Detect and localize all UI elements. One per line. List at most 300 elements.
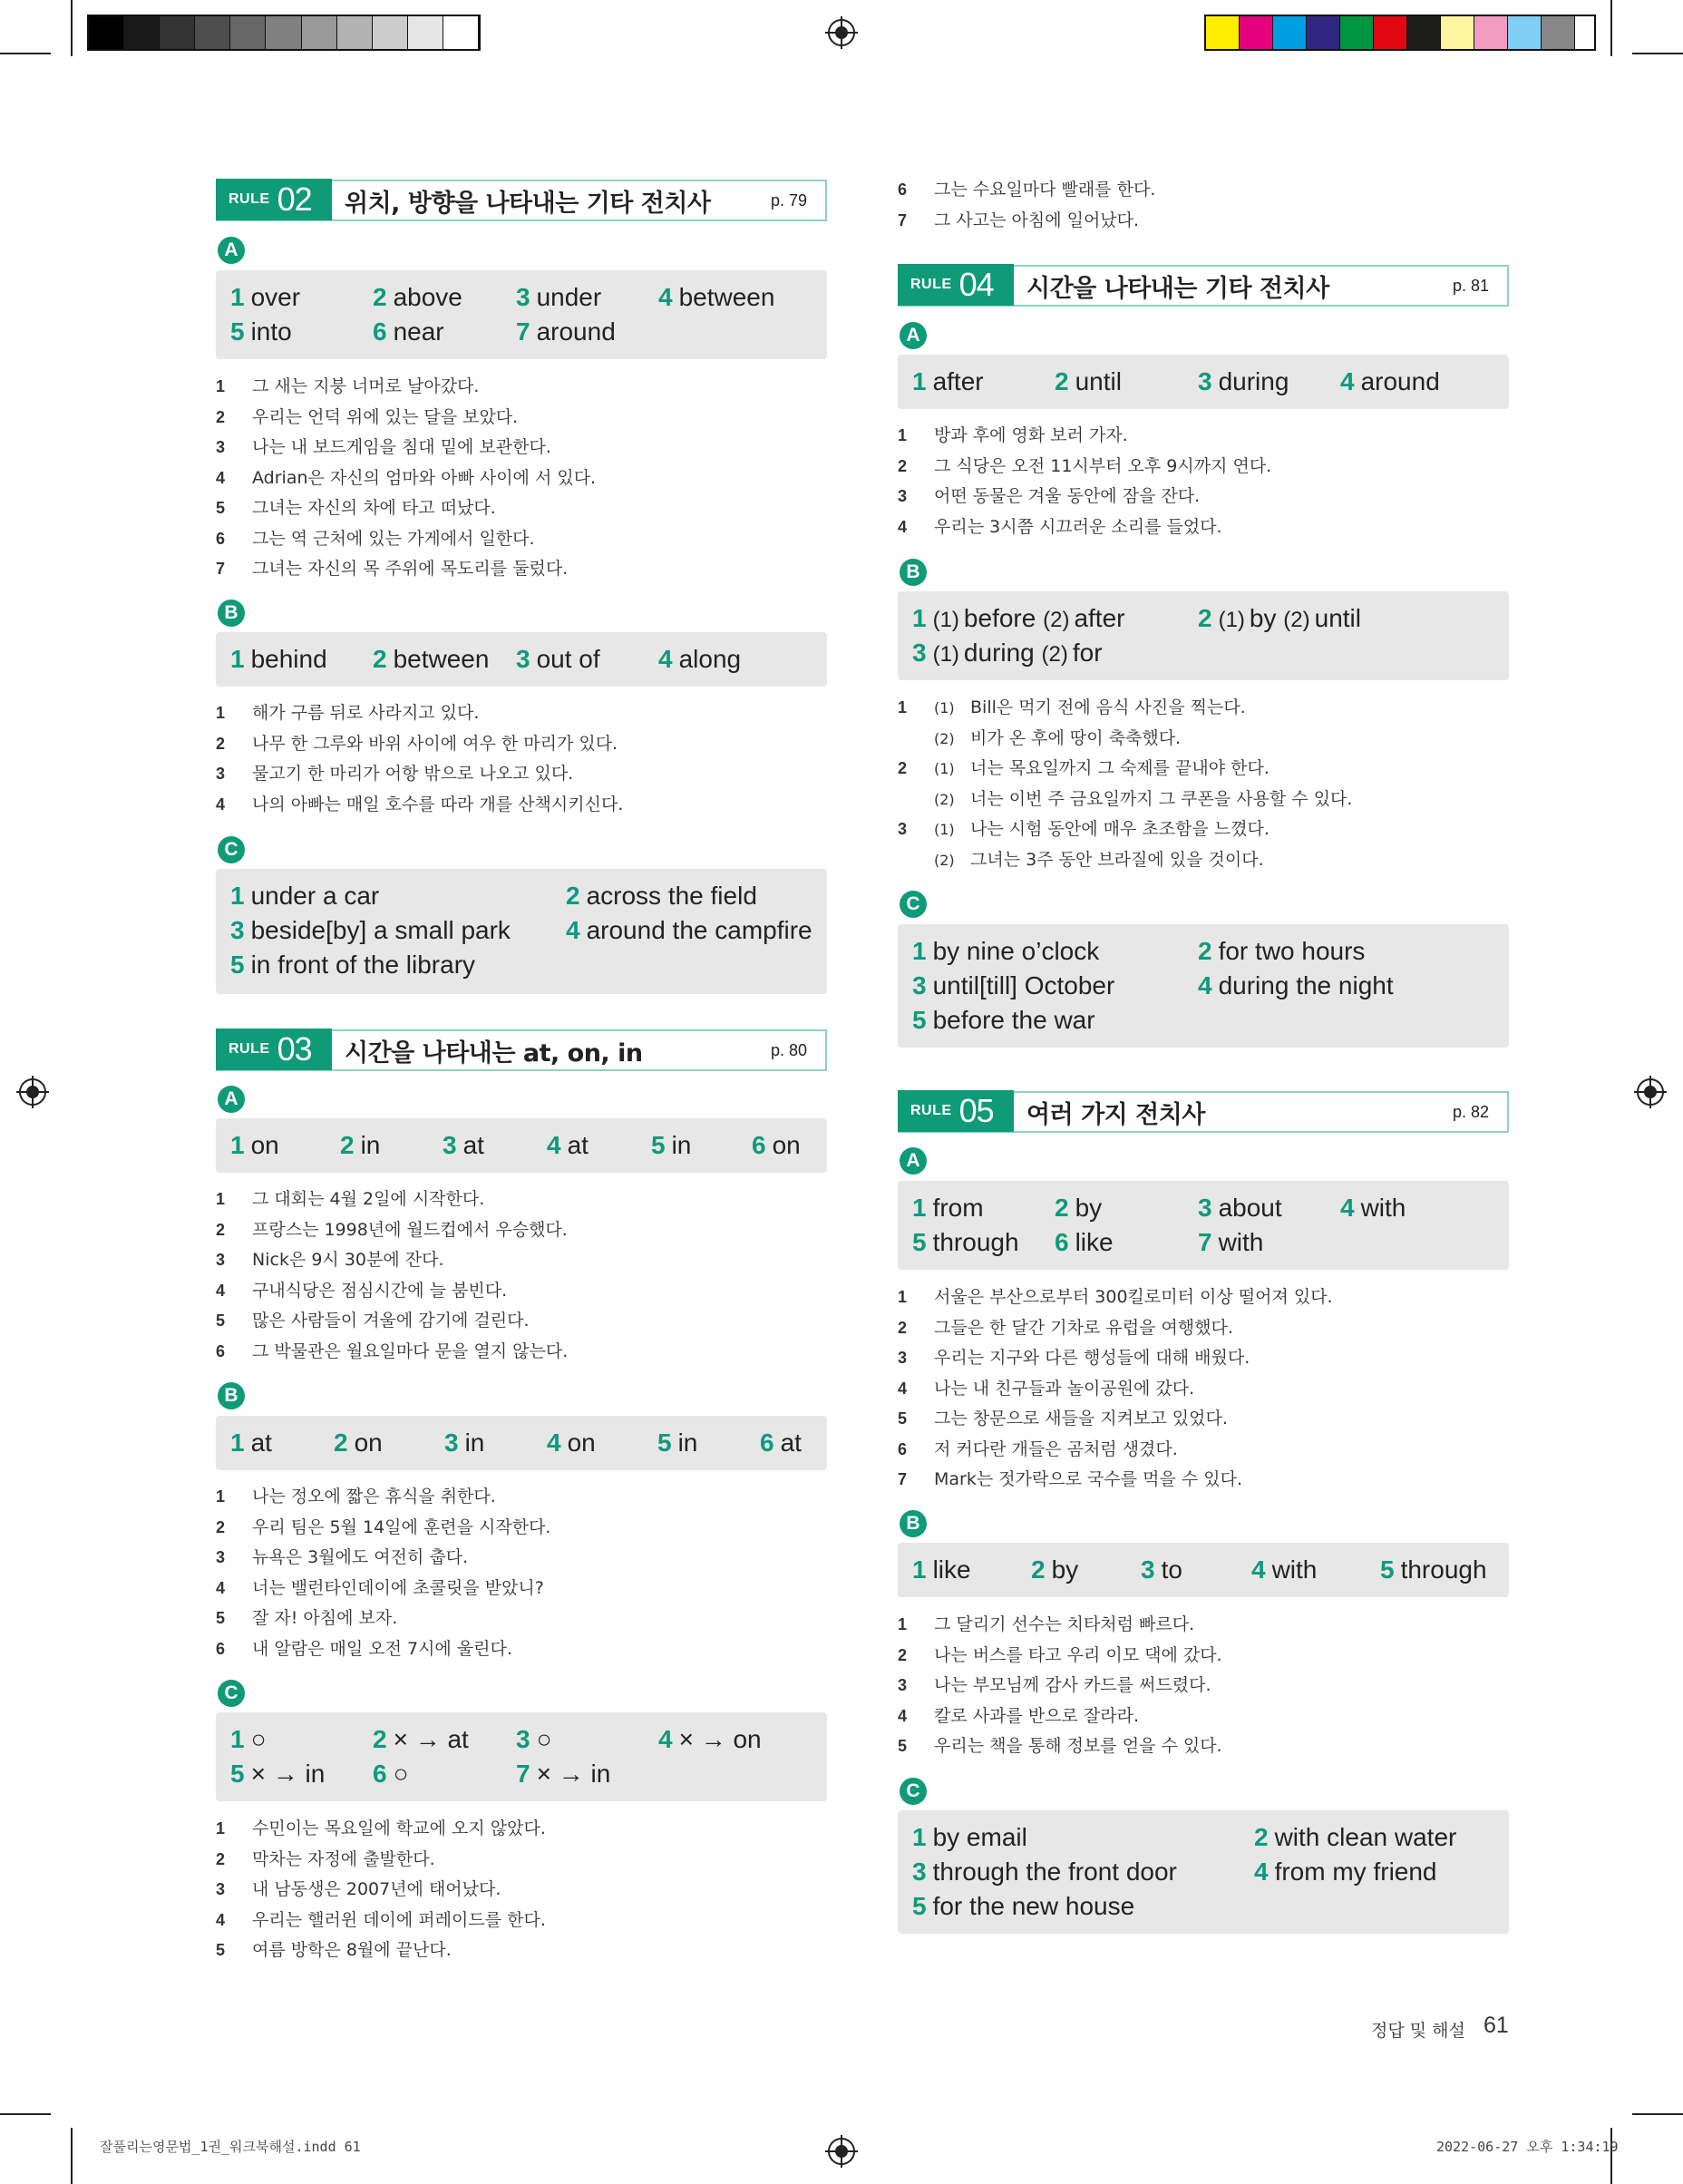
translation-list (898, 693, 1509, 875)
translation-item (898, 1610, 1509, 1641)
translation-text: 방과 후에 영화 보러 가자. (934, 425, 1128, 445)
rule-title: 위치, 방향을 나타내는 기타 전치사 (345, 189, 711, 218)
section-badge-c: C (218, 1680, 245, 1707)
rule-title: 여러 가지 전치사 (1026, 1100, 1205, 1129)
translation-text: 너는 밸런타인데이에 초콜릿을 받았니? (252, 1577, 544, 1598)
translation-text: 우리는 3시쯤 시끄러운 소리를 들었다. (934, 516, 1222, 537)
translation-text: 나는 시험 동안에 매우 초조함을 느꼈다. (970, 819, 1270, 839)
answer-item: 5 into (230, 317, 292, 346)
translation-subnumber: (1) (934, 821, 955, 838)
translation-text: 서울은 부산으로부터 300킬로미터 이상 떨어져 있다. (934, 1287, 1333, 1307)
answer-item: 5 through (912, 1228, 1019, 1256)
translation-item (216, 1215, 827, 1246)
translation-list (216, 698, 827, 820)
translation-number: 3 (216, 1548, 226, 1566)
answer-item: 3 about (1198, 1194, 1282, 1222)
answer-box (216, 1118, 827, 1173)
translation-number: 4 (898, 1706, 908, 1725)
section-badge-c: C (900, 891, 927, 918)
translation-text: 우리 팀은 5월 14일에 훈련을 시작한다. (252, 1516, 551, 1537)
translation-number: 2 (898, 456, 908, 475)
translation-item (216, 1482, 827, 1513)
translation-number: 6 (898, 180, 908, 199)
translation-item (216, 554, 827, 585)
color-swatch (302, 16, 337, 49)
translation-number: 2 (898, 759, 908, 777)
answer-box (898, 1543, 1509, 1597)
answer-row (912, 365, 1494, 399)
answer-box (898, 1810, 1509, 1934)
answer-item: 7 around (516, 317, 616, 346)
color-swatch (1508, 16, 1542, 49)
answer-box (216, 270, 827, 359)
translation-item (898, 206, 1509, 237)
print-slug-date: 2022-06-27 오후 1:34:19 (1436, 2139, 1619, 2155)
answer-item: 4 with (1251, 1555, 1318, 1584)
translation-item (898, 1641, 1509, 1672)
translation-number: 2 (216, 1517, 226, 1536)
translation-number: 4 (216, 1910, 226, 1929)
rule-tag: RULE 05 (898, 1090, 1014, 1132)
translation-text: 나는 버스를 타고 우리 이모 댁에 갔다. (934, 1644, 1222, 1665)
translation-text: Adrian은 자신의 엄마와 아빠 사이에 서 있다. (252, 467, 597, 488)
translation-text: 우리는 언덕 위에 있는 달을 보았다. (252, 406, 519, 427)
translation-text: 나는 정오에 짧은 휴식을 취한다. (252, 1487, 496, 1506)
translation-item (898, 1435, 1509, 1466)
answer-box (898, 1181, 1509, 1270)
translation-number: 4 (216, 795, 226, 814)
answer-row (912, 1225, 1494, 1260)
answer-item: 1 from (912, 1194, 984, 1222)
translation-item (216, 1814, 827, 1845)
color-swatch (1441, 16, 1474, 49)
translation-number: 2 (216, 734, 226, 753)
translation-text: 그 식당은 오전 11시부터 오후 9시까지 연다. (934, 455, 1272, 476)
translation-item (216, 1634, 827, 1665)
answer-item: 3 under (516, 283, 602, 311)
translation-item (898, 754, 1509, 785)
translation-item (898, 1374, 1509, 1405)
translation-number: 5 (216, 499, 226, 517)
rule-04-header (898, 265, 1509, 307)
translation-item (216, 1185, 827, 1215)
translation-item (216, 729, 827, 760)
translation-text: 나의 아빠는 매일 호수를 따라 개를 산책시키신다. (252, 794, 624, 814)
translation-text: 그 달리기 선수는 치타처럼 빠르다. (934, 1614, 1195, 1634)
translation-number: 6 (216, 1639, 226, 1658)
translation-number: 4 (216, 468, 226, 487)
translation-number: 3 (216, 765, 226, 783)
answer-item: 6 like (1055, 1228, 1114, 1256)
answer-row (912, 1889, 1494, 1924)
answer-item: 1 behind (230, 645, 327, 673)
answer-item: 1 (1) before (2) after (912, 604, 1125, 632)
translation-list (216, 1185, 827, 1367)
answer-item: 3 at (443, 1131, 484, 1159)
translation-number: 1 (216, 704, 226, 722)
translation-list (898, 175, 1509, 236)
translation-subnumber: (1) (934, 699, 955, 717)
translation-list (216, 372, 827, 585)
translation-text: 비가 온 후에 땅이 축축했다. (970, 727, 1182, 748)
answer-item: 4 around the campfire (566, 916, 812, 944)
color-swatch (337, 16, 373, 49)
translation-number: 4 (898, 517, 908, 536)
translation-text: 그는 역 근처에 있는 가게에서 일한다. (252, 528, 535, 549)
translation-item (216, 790, 827, 821)
translation-text: 그 대회는 4월 2일에 시작한다. (252, 1189, 485, 1209)
translation-list (216, 1814, 827, 1966)
color-swatch (373, 16, 408, 49)
translation-text: 내 남동생은 2007년에 태어났다. (252, 1879, 501, 1899)
translation-text: 내 알람은 매일 오전 7시에 울린다. (252, 1638, 512, 1659)
answer-item: 6 near (373, 317, 444, 346)
translation-text: 그는 창문으로 새들을 지켜보고 있었다. (934, 1409, 1228, 1428)
translation-item (898, 175, 1509, 206)
rule-title: 시간을 나타내는 기타 전치사 (1026, 274, 1329, 303)
answer-item: 2 until (1055, 367, 1122, 395)
translation-item (216, 1245, 827, 1276)
translation-text: 나는 내 친구들과 놀이공원에 갔다. (934, 1378, 1195, 1399)
registration-mark-icon (825, 2135, 858, 2168)
translation-number: 5 (898, 1737, 908, 1755)
translation-number: 3 (898, 820, 908, 838)
answer-item: 1 under a car (230, 882, 380, 910)
answer-item: 5 before the war (912, 1006, 1095, 1034)
registration-mark-icon (16, 1076, 49, 1108)
translation-subnumber: (2) (934, 729, 955, 747)
page-number: 61 (1484, 2013, 1509, 2038)
answer-row (230, 642, 812, 677)
translation-text: 뉴욕은 3월에도 여전히 춥다. (252, 1547, 469, 1567)
color-swatch (124, 16, 160, 49)
translation-number: 6 (216, 529, 226, 548)
translation-text: 그녀는 자신의 차에 타고 떠났다. (252, 498, 496, 518)
translation-number: 6 (898, 1439, 908, 1458)
answer-item: 4 × → on (658, 1725, 762, 1753)
translation-item (216, 1845, 827, 1876)
rule-page-ref: p. 79 (770, 190, 807, 210)
translation-item (216, 1513, 827, 1544)
translation-text: 많은 사람들이 겨울에 감기에 걸린다. (252, 1311, 530, 1331)
answer-item: 1 by nine o’clock (912, 937, 1100, 965)
translation-text: 너는 목요일까지 그 숙제를 끝내야 한다. (970, 758, 1270, 778)
translation-text: 그는 수요일마다 빨래를 한다. (934, 180, 1156, 200)
translation-item (898, 814, 1509, 845)
color-calibration-bar (1204, 15, 1596, 51)
translation-item (898, 693, 1509, 724)
answer-row (230, 1426, 812, 1460)
translation-number: 1 (216, 377, 226, 395)
footer-section-label: 정답 및 해설 (1371, 2021, 1465, 2041)
answer-row (230, 948, 812, 982)
section-badge-b: B (218, 600, 245, 627)
color-swatch (1407, 16, 1441, 49)
answer-item: 2 (1) by (2) until (1198, 604, 1361, 632)
translation-item (216, 1306, 827, 1337)
translation-subnumber: (1) (934, 760, 955, 777)
answer-row (912, 1191, 1494, 1225)
answer-item: 7 × → in (516, 1760, 611, 1788)
translation-item (216, 403, 827, 434)
translation-number: 2 (898, 1645, 908, 1664)
answer-row (912, 636, 1494, 670)
translation-number: 3 (898, 1349, 908, 1367)
translation-number: 2 (216, 1220, 226, 1239)
rule-03-header (216, 1029, 827, 1071)
answer-item: 1 ○ (230, 1725, 267, 1753)
translation-number: 5 (898, 1409, 908, 1428)
section-badge-b: B (900, 559, 927, 586)
answer-item: 4 at (547, 1131, 589, 1159)
section-badge-a: A (900, 1147, 927, 1175)
answer-item: 4 around (1340, 367, 1440, 395)
answer-item: 3 until[till] October (912, 971, 1115, 999)
rule-tag: RULE 02 (216, 179, 332, 220)
section-badge-a: A (900, 322, 927, 349)
answer-item: 6 on (752, 1131, 801, 1159)
answer-item: 4 with (1340, 1194, 1406, 1222)
translation-text: 저 커다란 개들은 곰처럼 생겼다. (934, 1438, 1178, 1459)
translation-text: 그 사고는 아침에 일어났다. (934, 210, 1140, 230)
translation-item (216, 493, 827, 524)
translation-subnumber: (2) (934, 851, 955, 869)
translation-text: 막차는 자정에 출발한다. (252, 1848, 435, 1869)
translation-text: 어떤 동물은 겨울 동안에 잠을 잔다. (934, 486, 1201, 506)
translation-number: 5 (216, 1609, 226, 1627)
translation-subnumber: (2) (934, 790, 955, 808)
rule-title: 시간을 나타내는 at, on, in (345, 1038, 643, 1068)
answer-box (216, 869, 827, 994)
answer-item: 1 after (912, 367, 984, 395)
translation-number: 6 (216, 1341, 226, 1360)
translation-item (898, 1701, 1509, 1732)
answer-item: 5 in (657, 1428, 698, 1457)
answer-item: 6 ○ (373, 1760, 409, 1788)
color-swatch (1206, 16, 1240, 49)
translation-number: 5 (216, 1941, 226, 1959)
answer-item: 4 on (547, 1428, 596, 1457)
crop-mark (0, 53, 51, 54)
translation-number: 3 (898, 1676, 908, 1694)
translation-item (216, 1935, 827, 1966)
translation-item (216, 372, 827, 403)
color-swatch (195, 16, 230, 49)
answer-item: 3 beside[by] a small park (230, 916, 511, 944)
translation-item (216, 524, 827, 555)
section-badge-a: A (218, 1086, 245, 1113)
rule-tag: RULE 04 (898, 264, 1014, 306)
crop-mark (1610, 0, 1612, 56)
answer-item: 2 in (340, 1131, 381, 1159)
translation-number: 7 (898, 1470, 908, 1488)
translation-number: 7 (898, 210, 908, 229)
answer-box (216, 1712, 827, 1801)
color-swatch (1474, 16, 1508, 49)
translation-text: 그 박물관은 월요일마다 문을 열지 않는다. (252, 1341, 569, 1361)
answer-item: 2 with clean water (1254, 1823, 1457, 1851)
rule-tag: RULE 03 (216, 1029, 332, 1070)
answer-row (912, 969, 1494, 1003)
answer-row (230, 280, 812, 315)
color-swatch (1273, 16, 1307, 49)
translation-number: 1 (216, 1487, 226, 1506)
translation-number: 3 (216, 1251, 226, 1269)
section-badge-c: C (900, 1778, 927, 1805)
answer-item: 3 out of (516, 645, 600, 673)
translation-text: 프랑스는 1998년에 월드컵에서 우승했다. (252, 1219, 568, 1240)
translation-item (216, 698, 827, 729)
answer-box (898, 591, 1509, 680)
translation-number: 3 (216, 438, 226, 456)
answer-item: 4 along (658, 645, 742, 673)
translation-list (898, 1610, 1509, 1762)
answer-item: 7 with (1198, 1228, 1264, 1256)
answer-item: 1 at (230, 1428, 272, 1457)
translation-item (216, 1337, 827, 1368)
translation-item (216, 463, 827, 494)
translation-number: 2 (216, 407, 226, 426)
translation-text: 그 새는 지붕 너머로 날아갔다. (252, 376, 480, 396)
answer-box (898, 355, 1509, 409)
answer-row (230, 913, 812, 948)
translation-item (898, 724, 1509, 755)
answer-row (230, 315, 812, 349)
rule-02-header (216, 180, 827, 221)
translation-text: 잘 자! 아침에 보자. (252, 1608, 398, 1628)
translation-text: 구내식당은 점심시간에 늘 붐빈다. (252, 1280, 508, 1301)
translation-item (898, 482, 1509, 512)
translation-item (216, 1906, 827, 1936)
answer-row (230, 1722, 812, 1757)
translation-text: 그녀는 자신의 목 주위에 목도리를 둘렀다. (252, 559, 569, 579)
translation-number: 1 (898, 1615, 908, 1633)
translation-number: 4 (898, 1379, 908, 1398)
translation-item (216, 1276, 827, 1307)
print-slug-filename: 잘풀리는영문법_1권_워크북해설.indd 61 (100, 2139, 361, 2155)
translation-item (898, 512, 1509, 543)
translation-item (216, 759, 827, 790)
translation-number: 1 (898, 698, 908, 717)
translation-item (216, 1875, 827, 1906)
translation-item (216, 1574, 827, 1604)
translation-text: 우리는 핼러윈 데이에 퍼레이드를 한다. (252, 1909, 546, 1930)
answer-item: 3 ○ (516, 1725, 552, 1753)
translation-item (898, 845, 1509, 876)
translation-item (898, 1465, 1509, 1496)
color-swatch (443, 16, 479, 49)
color-swatch (1542, 16, 1575, 49)
answer-box (216, 1416, 827, 1470)
translation-number: 1 (216, 1190, 226, 1208)
translation-list (216, 1482, 827, 1664)
answer-row (912, 1003, 1494, 1038)
answer-item: 5 through (1380, 1555, 1487, 1584)
registration-mark-icon (1634, 1076, 1667, 1108)
rule-page-ref: p. 80 (770, 1040, 807, 1059)
translation-item (898, 785, 1509, 815)
answer-item: 4 during the night (1198, 971, 1394, 999)
answer-row (230, 879, 812, 913)
answer-item: 1 on (230, 1131, 279, 1159)
translation-number: 5 (216, 1311, 226, 1330)
translation-text: 나무 한 그루와 바위 사이에 여우 한 마리가 있다. (252, 733, 618, 754)
translation-item (898, 1343, 1509, 1374)
translation-text: 해가 구름 뒤로 사라지고 있다. (252, 703, 480, 723)
answer-item: 2 by (1031, 1555, 1079, 1584)
rule-page-ref: p. 81 (1452, 276, 1489, 295)
translation-list (898, 421, 1509, 542)
answer-item: 5 for the new house (912, 1892, 1135, 1920)
answer-row (912, 601, 1494, 636)
translation-number: 2 (216, 1849, 226, 1868)
translation-text: 너는 이번 주 금요일까지 그 쿠폰을 사용할 수 있다. (970, 788, 1353, 809)
crop-mark (1632, 53, 1683, 54)
section-badge-b: B (900, 1510, 927, 1537)
answer-item: 2 by (1055, 1194, 1103, 1222)
translation-item (898, 1313, 1509, 1344)
translation-number: 4 (216, 1281, 226, 1300)
answer-item: 1 over (230, 283, 301, 311)
translation-item (216, 1543, 827, 1574)
translation-text: Bill은 먹기 전에 음식 사진을 찍는다. (970, 697, 1246, 717)
answer-item: 3 (1) during (2) for (912, 639, 1103, 667)
translation-item (898, 1404, 1509, 1435)
crop-mark (0, 2113, 51, 2115)
color-swatch (1307, 16, 1340, 49)
answer-item: 3 during (1198, 367, 1289, 395)
answer-item: 4 from my friend (1254, 1857, 1437, 1886)
translation-item (898, 1731, 1509, 1762)
translation-item (216, 433, 827, 463)
answer-row (230, 1128, 812, 1163)
translation-text: Nick은 9시 30분에 잔다. (252, 1250, 444, 1270)
color-swatch (230, 16, 266, 49)
translation-item (216, 1604, 827, 1634)
color-swatch (89, 16, 124, 49)
translation-number: 4 (216, 1578, 226, 1597)
answer-item: 1 by email (912, 1823, 1027, 1851)
answer-item: 3 in (444, 1428, 485, 1457)
translation-text: Mark는 젓가락으로 국수를 먹을 수 있다. (934, 1469, 1243, 1489)
translation-text: 물고기 한 마리가 어항 밖으로 나오고 있다. (252, 764, 574, 784)
translation-item (898, 452, 1509, 483)
crop-mark (71, 0, 73, 56)
color-swatch (1340, 16, 1374, 49)
answer-item: 6 at (760, 1428, 802, 1457)
answer-box (898, 924, 1509, 1048)
translation-number: 3 (216, 1880, 226, 1898)
translation-item (898, 1671, 1509, 1701)
section-badge-c: C (218, 836, 245, 863)
answer-item: 2 on (334, 1428, 383, 1457)
translation-text: 우리는 지구와 다른 행성들에 대해 배웠다. (934, 1348, 1250, 1368)
color-swatch (1374, 16, 1407, 49)
translation-number: 1 (898, 1288, 908, 1306)
translation-number: 2 (898, 1318, 908, 1337)
translation-text: 나는 부모님께 감사 카드를 써드렸다. (934, 1675, 1211, 1695)
translation-number: 3 (898, 487, 908, 505)
translation-text: 여름 방학은 8월에 끝난다. (252, 1940, 452, 1960)
answer-row (912, 1820, 1494, 1855)
answer-item: 5 in (651, 1131, 692, 1159)
answer-row (912, 1553, 1494, 1587)
answer-row (912, 934, 1494, 969)
answer-item: 3 through the front door (912, 1857, 1177, 1886)
answer-item: 2 for two hours (1198, 937, 1366, 965)
answer-row (230, 1757, 812, 1791)
answer-item: 3 to (1141, 1555, 1182, 1584)
